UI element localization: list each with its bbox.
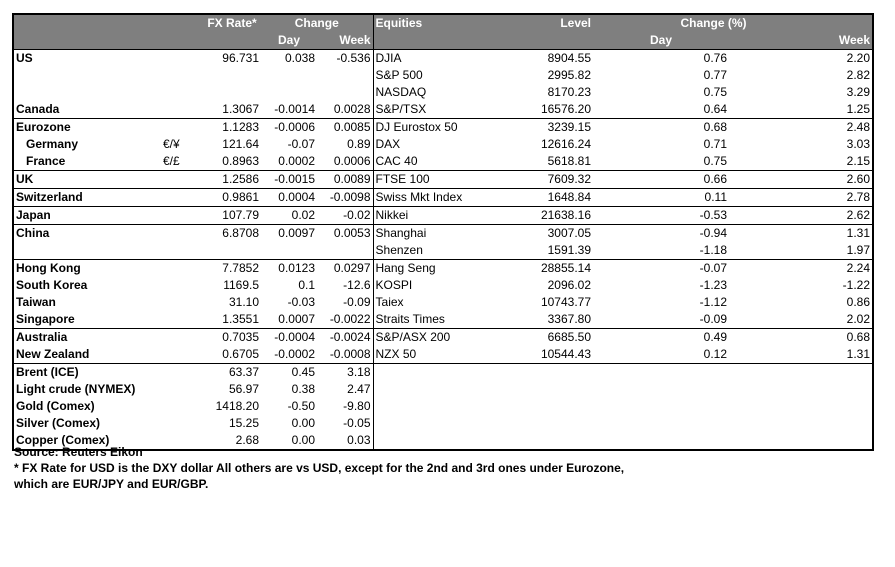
- equity-level: 21638.16: [479, 207, 593, 225]
- equity-week-change: [729, 381, 873, 398]
- fx-week-change: 0.0085: [317, 119, 373, 137]
- equity-level: 2096.02: [547, 278, 592, 292]
- fx-day-change: 0.0004: [261, 189, 317, 207]
- table-row: [13, 207, 873, 225]
- equity-level: 1591.39: [547, 243, 592, 257]
- footnote-line-1: * FX Rate for USD is the DXY dollar All others are vs USD, except for the 2nd and 3rd ones under Eurozone,: [14, 461, 625, 475]
- row-label: Brent (ICE): [13, 364, 161, 382]
- fx-day-change: -0.0015: [261, 171, 317, 189]
- header-blank: [161, 14, 203, 32]
- fx-day-change: 0.00: [291, 433, 315, 447]
- equity-week-change: 2.02: [846, 312, 871, 326]
- row-label: Canada: [16, 102, 60, 116]
- equity-week-change: 0.68: [729, 329, 873, 347]
- fx-rate-value: 31.10: [228, 295, 259, 309]
- equity-day-change: -1.18: [699, 243, 728, 257]
- fx-rate-value: 1.3551: [222, 312, 259, 326]
- currency-pair: [161, 311, 203, 329]
- fx-week-change: -0.02: [317, 207, 373, 225]
- fx-rate-value: 56.97: [228, 382, 259, 396]
- table-row: [13, 294, 873, 311]
- equity-day-change: 0.64: [703, 102, 728, 116]
- fx-day-change: [261, 67, 317, 84]
- fx-day-change: -0.0002: [274, 347, 315, 361]
- equity-day-change: 0.11: [593, 189, 729, 207]
- equity-level: [479, 364, 593, 382]
- fx-day-change: 0.0097: [261, 225, 317, 243]
- equity-week-change: 1.31: [729, 225, 873, 243]
- currency-pair: [161, 50, 203, 68]
- fx-day-change: 0.038: [261, 50, 317, 68]
- fx-rate-value: 0.9861: [203, 189, 261, 207]
- source-note: Source: Reuters Eikon: [14, 445, 143, 459]
- equity-index-name: [373, 364, 479, 382]
- fx-rate-value: 0.7035: [203, 329, 261, 347]
- header-change-pct: Change (%): [593, 14, 873, 32]
- equity-day-change: [593, 364, 729, 382]
- fx-week-change: 3.18: [317, 364, 373, 382]
- fx-day-change: -0.03: [287, 295, 315, 309]
- table-row: [13, 242, 873, 260]
- row-label: Switzerland: [13, 189, 161, 207]
- fx-rate-value: 107.79: [203, 207, 261, 225]
- fx-day-change: 0.38: [291, 382, 315, 396]
- equity-day-change: -1.12: [699, 295, 728, 309]
- fx-week-change: -12.6: [343, 278, 371, 292]
- fx-rate-value: 15.25: [228, 416, 259, 430]
- row-label: Light crude (NYMEX): [16, 382, 136, 396]
- equity-week-change: 3.29: [846, 85, 871, 99]
- header-week-pct: Week: [729, 32, 873, 50]
- equity-week-change: 2.24: [729, 260, 873, 278]
- row-label: Japan: [13, 207, 161, 225]
- equity-level: 10544.43: [540, 347, 592, 361]
- fx-week-change: -0.0022: [329, 312, 371, 326]
- table-row: [13, 311, 873, 329]
- fx-rate-value: 1.3067: [222, 102, 259, 116]
- equity-index-name: DAX: [373, 136, 479, 153]
- header-row-1: [13, 14, 873, 32]
- equity-level: 3007.05: [479, 225, 593, 243]
- fx-rate-value: [203, 84, 261, 101]
- currency-pair: [161, 225, 203, 243]
- fx-week-change: 0.03: [347, 433, 371, 447]
- fx-week-change: -0.0024: [317, 329, 373, 347]
- equity-week-change: [729, 432, 873, 450]
- table-row: [13, 67, 873, 84]
- equity-week-change: 2.20: [729, 50, 873, 68]
- equity-day-change: [593, 381, 729, 398]
- fx-week-change: -0.09: [343, 295, 371, 309]
- currency-pair: [161, 415, 203, 432]
- equity-week-change: 1.25: [846, 102, 871, 116]
- currency-pair: [161, 260, 203, 278]
- fx-day-change: -0.0014: [274, 102, 315, 116]
- equity-index-name: Swiss Mkt Index: [373, 189, 479, 207]
- header-level: Level: [479, 14, 593, 32]
- equity-index-name: NASDAQ: [373, 84, 479, 101]
- equity-level: 10743.77: [540, 295, 592, 309]
- equity-level: 5618.81: [547, 154, 592, 168]
- equity-day-change: -0.09: [699, 312, 728, 326]
- equity-level: 6685.50: [479, 329, 593, 347]
- equity-day-change: -0.53: [593, 207, 729, 225]
- equity-index-name: KOSPI: [373, 277, 479, 294]
- equity-week-change: [729, 415, 873, 432]
- equity-day-change: 0.76: [593, 50, 729, 68]
- equity-level: 16576.20: [540, 102, 592, 116]
- table-row: [13, 171, 873, 189]
- equity-index-name: [373, 415, 479, 432]
- header-blank: [203, 32, 261, 50]
- fx-day-change: 0.45: [261, 364, 317, 382]
- equity-level: 1648.84: [479, 189, 593, 207]
- currency-pair: [161, 207, 203, 225]
- currency-pair: [161, 294, 203, 311]
- equity-index-name: [373, 398, 479, 415]
- market-table: [12, 13, 874, 451]
- equity-week-change: -1.22: [842, 278, 871, 292]
- equity-index-name: Taiex: [373, 294, 479, 311]
- fx-week-change: 2.47: [347, 382, 371, 396]
- equity-index-name: DJ Eurostox 50: [373, 119, 479, 137]
- equity-level: 8170.23: [547, 85, 592, 99]
- fx-week-change: -0.05: [343, 416, 371, 430]
- notes: [14, 444, 624, 492]
- equity-level: [479, 415, 593, 432]
- header-blank: [479, 32, 593, 50]
- equity-level: 7609.32: [479, 171, 593, 189]
- row-label: [13, 84, 161, 101]
- equity-week-change: [729, 364, 873, 382]
- fx-week-change: [317, 84, 373, 101]
- equity-index-name: NZX 50: [373, 346, 479, 364]
- equity-day-change: 0.68: [593, 119, 729, 137]
- table-row: [13, 189, 873, 207]
- fx-day-change: -0.50: [287, 399, 315, 413]
- row-label: France: [26, 154, 66, 168]
- equity-week-change: 0.86: [846, 295, 871, 309]
- header-fx-rate: FX Rate*: [203, 14, 261, 32]
- equity-day-change: 0.71: [703, 137, 728, 151]
- fx-rate-value: [203, 242, 261, 260]
- table-row: [13, 225, 873, 243]
- equity-day-change: -0.07: [593, 260, 729, 278]
- currency-pair: [161, 329, 203, 347]
- fx-rate-value: 121.64: [222, 137, 259, 151]
- currency-pair: [161, 381, 203, 398]
- fx-rate-value: 63.37: [203, 364, 261, 382]
- fx-rate-value: 1.1283: [203, 119, 261, 137]
- row-label: Copper (Comex): [16, 433, 110, 447]
- equity-day-change: 0.75: [703, 154, 728, 168]
- table-row: [13, 153, 873, 171]
- equity-week-change: 2.62: [729, 207, 873, 225]
- fx-day-change: 0.00: [291, 416, 315, 430]
- header-blank: [13, 14, 161, 32]
- fx-rate-value: 7.7852: [203, 260, 261, 278]
- fx-week-change: 0.0089: [317, 171, 373, 189]
- fx-week-change: [317, 242, 373, 260]
- fx-week-change: [317, 67, 373, 84]
- fx-week-change: 0.89: [347, 137, 371, 151]
- row-label: New Zealand: [16, 347, 90, 361]
- fx-rate-value: 6.8708: [203, 225, 261, 243]
- equity-week-change: [729, 398, 873, 415]
- fx-day-change: [261, 242, 317, 260]
- equity-index-name: Hang Seng: [373, 260, 479, 278]
- equity-index-name: S&P/TSX: [373, 101, 479, 119]
- fx-day-change: -0.0004: [261, 329, 317, 347]
- currency-pair: [161, 67, 203, 84]
- equity-index-name: Shenzen: [373, 242, 479, 260]
- currency-pair: [161, 242, 203, 260]
- table-row: [13, 84, 873, 101]
- fx-week-change: 0.0006: [333, 154, 371, 168]
- fx-day-change: 0.1: [298, 278, 315, 292]
- equity-index-name: FTSE 100: [373, 171, 479, 189]
- currency-pair: [161, 364, 203, 382]
- equity-level: 2995.82: [547, 68, 592, 82]
- equity-day-change: [593, 398, 729, 415]
- equity-level: 12616.24: [540, 137, 592, 151]
- table-row: [13, 364, 873, 382]
- fx-week-change: 0.0053: [317, 225, 373, 243]
- currency-pair: [161, 84, 203, 101]
- table-row: [13, 50, 873, 68]
- footnote-line-2: which are EUR/JPY and EUR/GBP.: [14, 477, 209, 491]
- header-day: Day: [261, 32, 317, 50]
- fx-rate-value: 0.6705: [222, 347, 259, 361]
- table-row: [13, 119, 873, 137]
- row-label: Germany: [26, 137, 79, 151]
- row-label: South Korea: [16, 278, 88, 292]
- equity-level: [479, 381, 593, 398]
- row-label: [13, 67, 161, 84]
- currency-pair: [161, 398, 203, 415]
- equity-day-change: 0.49: [593, 329, 729, 347]
- header-change: Change: [261, 14, 373, 32]
- table-row: [13, 277, 873, 294]
- equity-day-change: 0.66: [593, 171, 729, 189]
- table-row: [13, 101, 873, 119]
- fx-rate-value: 2.68: [235, 433, 259, 447]
- header-blank: [161, 32, 203, 50]
- table-row: [13, 381, 873, 398]
- equity-day-change: [593, 415, 729, 432]
- equity-day-change: 0.12: [703, 347, 728, 361]
- row-label: Australia: [13, 329, 161, 347]
- fx-week-change: -0.0008: [329, 347, 371, 361]
- fx-day-change: 0.02: [261, 207, 317, 225]
- equity-week-change: 2.60: [729, 171, 873, 189]
- row-label: [13, 242, 161, 260]
- fx-rate-value: 1.2586: [203, 171, 261, 189]
- equity-level: [479, 398, 593, 415]
- fx-rate-value: 0.8963: [222, 154, 259, 168]
- header-blank: [13, 32, 161, 50]
- currency-pair: [161, 189, 203, 207]
- equity-index-name: Straits Times: [373, 311, 479, 329]
- currency-pair: €/£: [163, 154, 180, 168]
- header-blank: [373, 32, 479, 50]
- currency-pair: [161, 101, 203, 119]
- row-label: UK: [13, 171, 161, 189]
- row-label: Eurozone: [13, 119, 161, 137]
- equity-index-name: Nikkei: [373, 207, 479, 225]
- fx-week-change: 0.0028: [333, 102, 371, 116]
- equity-level: 28855.14: [479, 260, 593, 278]
- fx-day-change: -0.07: [287, 137, 315, 151]
- row-label: Silver (Comex): [16, 416, 101, 430]
- row-label: Singapore: [16, 312, 75, 326]
- currency-pair: [161, 277, 203, 294]
- equity-day-change: -0.94: [593, 225, 729, 243]
- equity-index-name: S&P 500: [373, 67, 479, 84]
- fx-day-change: 0.0002: [278, 154, 315, 168]
- row-label: Gold (Comex): [16, 399, 95, 413]
- equity-week-change: 1.31: [846, 347, 871, 361]
- equity-week-change: 3.03: [846, 137, 871, 151]
- equity-index-name: DJIA: [373, 50, 479, 68]
- currency-pair: [161, 346, 203, 364]
- equity-index-name: [373, 381, 479, 398]
- equity-index-name: Shanghai: [373, 225, 479, 243]
- header-equities: Equities: [373, 14, 479, 32]
- equity-week-change: 2.78: [729, 189, 873, 207]
- fx-rate-value: 1418.20: [215, 399, 259, 413]
- header-row-2: [13, 32, 873, 50]
- fx-day-change: 0.0123: [261, 260, 317, 278]
- fx-rate-value: 96.731: [203, 50, 261, 68]
- row-label: US: [13, 50, 161, 68]
- table-row: [13, 346, 873, 364]
- equity-level: 3239.15: [479, 119, 593, 137]
- fx-week-change: -0.536: [317, 50, 373, 68]
- fx-rate-value: [203, 67, 261, 84]
- currency-pair: [161, 171, 203, 189]
- equity-week-change: 2.15: [846, 154, 871, 168]
- equity-week-change: 2.82: [846, 68, 871, 82]
- equity-day-change: 0.77: [703, 68, 728, 82]
- fx-week-change: -9.80: [343, 399, 371, 413]
- currency-pair: €/¥: [163, 137, 180, 151]
- equity-level: 3367.80: [547, 312, 592, 326]
- equity-level: 8904.55: [479, 50, 593, 68]
- fx-week-change: 0.0297: [317, 260, 373, 278]
- row-label: China: [13, 225, 161, 243]
- row-label: Hong Kong: [13, 260, 161, 278]
- table-row: [13, 398, 873, 415]
- equity-index-name: CAC 40: [373, 153, 479, 171]
- header-week: Week: [317, 32, 373, 50]
- header-day-pct: Day: [593, 32, 729, 50]
- fx-day-change: -0.0006: [261, 119, 317, 137]
- equity-index-name: S&P/ASX 200: [373, 329, 479, 347]
- equity-day-change: 0.75: [703, 85, 728, 99]
- row-label: Taiwan: [16, 295, 56, 309]
- table-row: [13, 415, 873, 432]
- equity-week-change: 1.97: [846, 243, 871, 257]
- currency-pair: [161, 119, 203, 137]
- fx-rate-value: 1169.5: [223, 278, 259, 292]
- table-row: [13, 329, 873, 347]
- fx-day-change: 0.0007: [278, 312, 315, 326]
- equity-day-change: -1.23: [699, 278, 728, 292]
- table-row: [13, 260, 873, 278]
- fx-day-change: [261, 84, 317, 101]
- equity-week-change: 2.48: [729, 119, 873, 137]
- fx-week-change: -0.0098: [317, 189, 373, 207]
- table-row: [13, 136, 873, 153]
